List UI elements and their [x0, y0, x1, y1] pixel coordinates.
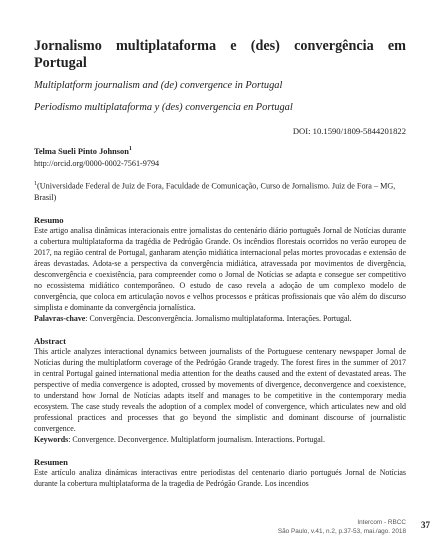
article-title-english: Multiplatform journalism and (de) convergence in Portugal	[34, 80, 283, 91]
author-affiliation: $^1$(Universidade Federal de Juiz de Fora, Faculdade de Comunicação, Curso de Jornalismo. Juiz de Fora – MG, Brasil)	[34, 180, 396, 202]
footer-journal: Intercom - RBCC	[357, 519, 406, 526]
article-title-spanish: Periodismo multiplataforma y (des) convergencia en Portugal	[34, 102, 293, 113]
article-title: Jornalismo multiplataforma e (des) convergência em Portugal	[34, 38, 406, 71]
footer-citation: São Paulo, v.41, n.2, p.37-53, mai./ago. 2018	[277, 528, 406, 535]
author-name: Telma Sueli Pinto Johnson$^1$	[34, 146, 132, 156]
resumen-text: Este artículo analiza dinámicas interactivas entre periodistas del centenario diario portugués Jornal de Notícias durante la cobertura multiplataforma de la tragedia de Pedrógão Grande. Los incendios	[34, 467, 406, 488]
abstract-heading: Abstract	[34, 335, 66, 346]
abstract-keywords: Keywords: Convergence. Deconvergence. Multiplatform journalism. Interactions. Portugal.	[34, 434, 325, 444]
abstract-text: This article analyzes interactional dynamics between journalists of the Portuguese centenary newspaper Jornal de Notícias during the multiplatform coverage of the Pedrógão Grande tragedy. The forest fires in the summer of 2017 in central Portugal gained international media attention for the deaths caused and the extent of devastated areas. The perspective of media convergence is adopted, crossed by movements of divergence, deconvergence and coexistence, to understand how Jornal de Notícias adapts itself and manages to be competitive in the contemporary media ecosystem. The case study reveals the adoption of a complex model of convergence, which articulates new and old professional practices and processes that go beyond the simplistic and dominant discourse of journalistic convergence.	[34, 346, 406, 433]
resumen-heading: Resumen	[34, 456, 68, 467]
resumo-heading: Resumo	[34, 214, 64, 225]
page-number: 37	[421, 520, 430, 530]
page-footer	[278, 518, 406, 536]
author-orcid-link[interactable]: http://orcid.org/0000-0002-7561-9794	[34, 158, 160, 168]
doi[interactable]: DOI: 10.1590/1809-5844201822	[292, 126, 406, 136]
resumo-keywords: Palavras-chave: Convergência. Desconvergência. Jornalismo multiplataforma. Interações. Portugal.	[34, 313, 352, 323]
resumo-text: Este artigo analisa dinâmicas interacionais entre jornalistas do centenário diário português Jornal de Notícias durante a cobertura multiplataforma da tragédia de Pedrógão Grande. Os incêndios florestais ocorridos no verão europeu de 2017, na região central de Portugal, ganharam atenção midiática internacional pelas mortes provocadas e extensão de áreas devastadas. Adota-se a perspectiva da convergência midiática, atravessada por movimentos de divergência, desconvergência e coexistência, para compreender como o Jornal de Notícias se adapta e consegue ser competitivo no ecossistema midiático contemporâneo. O estudo de caso revela a adoção de um complexo modelo de convergência, que coloca em articulação novos e velhos processos e práticas profissionais que vão além do discurso simplista e dominante da convergência jornalística.	[34, 225, 406, 312]
